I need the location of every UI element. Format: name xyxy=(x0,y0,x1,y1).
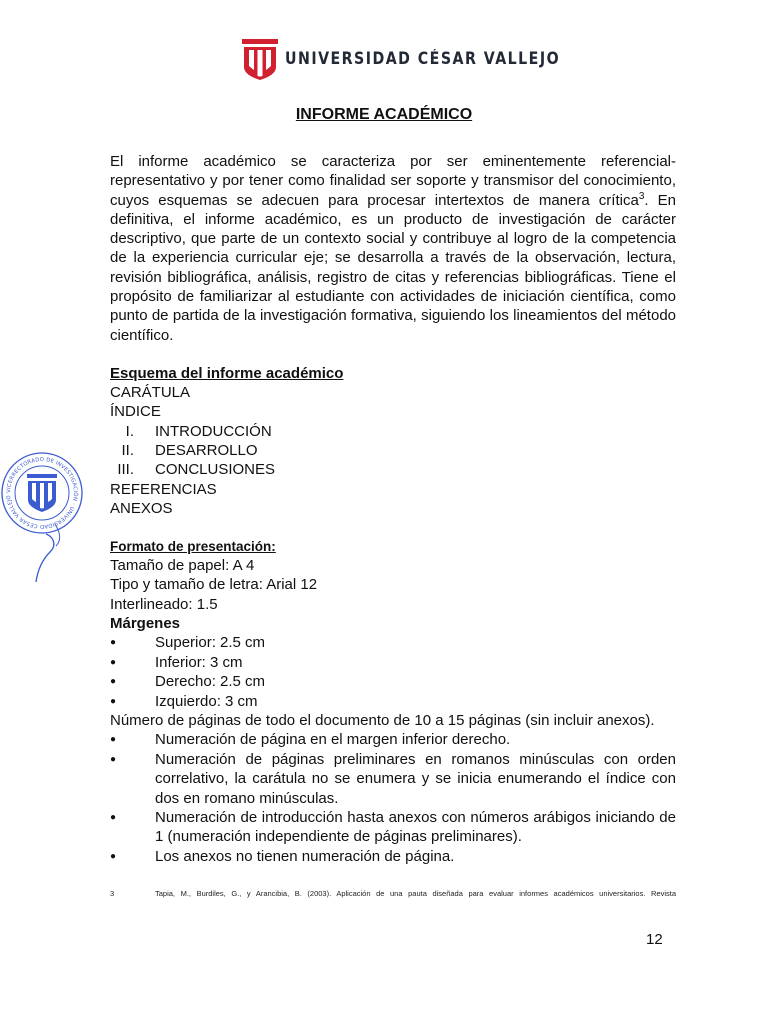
schema-item-introduccion xyxy=(110,422,272,441)
footnote xyxy=(110,889,676,899)
format-font: Tipo y tamaño de letra: Arial 12 xyxy=(110,576,318,593)
margin-item xyxy=(110,692,676,711)
footnote-text: Tapia, M., Burdiles, G., y Arancibia, B. (2003). Aplicación de una pauta diseñada para evaluar informes académicos universitarios. Revista xyxy=(155,889,676,898)
university-header xyxy=(241,37,561,81)
bullet-icon: ● xyxy=(110,696,117,707)
margin-item xyxy=(110,633,676,652)
university-logo-icon xyxy=(241,37,279,81)
margins-heading: Márgenes xyxy=(110,615,181,632)
format-paper-size: Tamaño de papel: A 4 xyxy=(110,557,255,574)
margin-text: Izquierdo: 3 cm xyxy=(155,693,258,710)
footnote-number: 3 xyxy=(110,889,115,898)
pages-count-line: Número de páginas de todo el documento de 10 a 15 páginas (sin incluir anexos). xyxy=(110,712,655,729)
bullet-icon: ● xyxy=(110,754,117,765)
numbering-item xyxy=(110,750,676,808)
numbering-text: Numeración de páginas preliminares en romanos minúsculas con orden correlativo, la carátula no se enumera y se inicia enumerando el índice con dos en romano minúsculas. xyxy=(155,751,676,807)
numbering-item xyxy=(110,808,676,847)
numbering-text: Numeración de introducción hasta anexos con números arábigos iniciando de 1 (numeración independiente de páginas preliminares). xyxy=(155,809,676,846)
footnote-ref: 3 xyxy=(638,190,645,202)
bullet-icon: ● xyxy=(110,637,117,648)
schema-item-desarrollo xyxy=(110,441,258,460)
university-seal-stamp xyxy=(0,448,88,588)
margin-text: Superior: 2.5 cm xyxy=(155,634,266,651)
document-title: INFORME ACADÉMICO xyxy=(295,106,473,123)
margin-text: Derecho: 2.5 cm xyxy=(155,673,266,690)
schema-item-conclusiones xyxy=(110,460,276,479)
schema-heading: Esquema del informe académico xyxy=(110,365,344,382)
seal-ring-text: VICERRECTORADO DE INVESTIGACIÓN · UNIVERSIDAD CÉSAR VALLEJO xyxy=(5,456,79,530)
numbering-item xyxy=(110,847,676,866)
numbering-item xyxy=(110,730,676,749)
schema-item-label: CONCLUSIONES xyxy=(155,461,276,478)
margin-text: Inferior: 3 cm xyxy=(155,654,243,671)
schema-item-anexos: ANEXOS xyxy=(110,500,173,517)
page-number: 12 xyxy=(646,931,663,948)
intro-text-2: . En definitiva, el informe académico, es un producto de investigación de carácter descriptivo, que parte de un contexto social y contribuye al logro de la competencia de la experiencia curricular eje; se desarrolla a través de la observación, lectura, revisión bibliográfica, análisis, registro de citas y referencias bibliográficas. Tiene el propósito de familiarizar al estudiante con actividades de iniciación científica, como punto de partida de la investigación formativa, siguiendo los lineamientos del método científico. xyxy=(110,191,676,344)
schema-item-label: INTRODUCCIÓN xyxy=(155,423,272,440)
format-line-spacing: Interlineado: 1.5 xyxy=(110,596,218,613)
bullet-icon: ● xyxy=(110,812,117,823)
intro-text-1: El informe académico se caracteriza por ser eminentemente referencial-representativo y por tener como finalidad ser soporte y transmisor del conocimiento, cuyos esquemas se adecuen para procesar intertextos de manera crítica xyxy=(110,153,676,209)
university-name: UNIVERSIDAD CÉSAR VALLEJO xyxy=(285,49,561,68)
roman-numeral: II. xyxy=(121,442,134,459)
bullet-icon: ● xyxy=(110,734,117,745)
schema-item-indice: ÍNDICE xyxy=(110,403,161,420)
numbering-text: Los anexos no tienen numeración de página. xyxy=(155,848,455,865)
roman-numeral: III. xyxy=(117,461,134,478)
schema-item-label: DESARROLLO xyxy=(155,442,258,459)
margin-item xyxy=(110,672,676,691)
schema-item-caratula: CARÁTULA xyxy=(110,384,191,401)
roman-numeral: I. xyxy=(125,423,134,440)
bullet-icon: ● xyxy=(110,657,117,668)
format-heading: Formato de presentación: xyxy=(110,539,276,554)
bullet-icon: ● xyxy=(110,676,117,687)
intro-paragraph xyxy=(110,152,676,345)
schema-item-referencias: REFERENCIAS xyxy=(110,481,217,498)
bullet-icon: ● xyxy=(110,851,117,862)
numbering-text: Numeración de página en el margen inferior derecho. xyxy=(155,731,511,748)
margin-item xyxy=(110,653,676,672)
